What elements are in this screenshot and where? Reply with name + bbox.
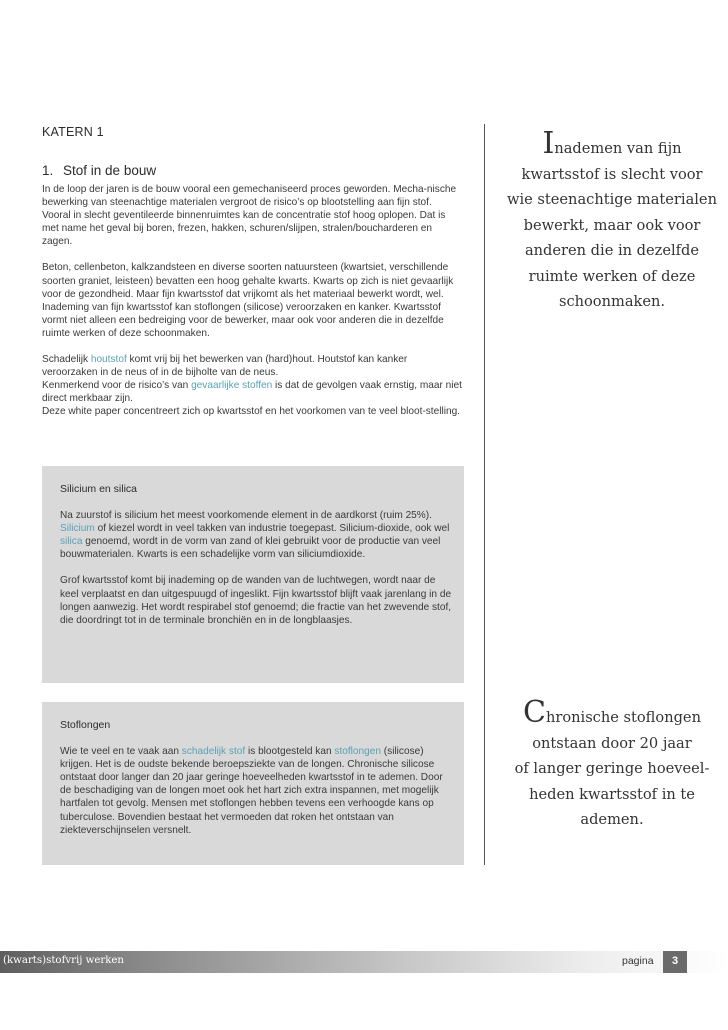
- gevaarlijke-stoffen-link[interactable]: gevaarlijke stoffen: [191, 380, 273, 392]
- pull-quote-2-line-4: heden kwartsstof in te: [529, 785, 695, 803]
- intro-text: [42, 183, 462, 432]
- page-number-box: [663, 951, 687, 973]
- stoflongen-box-title: Stoflongen: [60, 719, 111, 731]
- vertical-divider: [484, 124, 485, 865]
- pull-quote-2: [496, 695, 728, 833]
- intro-paragraph-2: Beton, cellenbeton, kalkzandsteen en diverse soorten natuursteen (kwartsiet, verschillende soorten graniet, leisteen) bevatten een hoog gehalte kwarts. Kwarts op zich is niet gevaarlijk voor de gezondheid. Maar fijn kwartsstof dat vrijkomt als het materiaal bewerkt wordt, wel. Inademing van fijn kwartsstof kan stoflongen (silicose) veroorzaken en kanker. Kwartsstof vormt niet alleen een bedreiging voor de bewerker, maar ook voor anderen die in dezelfde ruimte werken of deze schoonmaken.: [42, 262, 454, 339]
- page-number: 3: [671, 955, 679, 967]
- pull-quote-1-line-3: wie steenachtige materialen: [507, 191, 717, 208]
- silicium-paragraph-1: Na zuurstof is silicium het meest voorkomende element in de aardkorst (ruim 25%). Silicium of kiezel wordt in veel takken van industrie toegepast. Silicium-dioxide, ook wel silica genoemd, wordt in de vorm van zand of klei gebruikt voor de productie van veel bouwmaterialen. Kwarts is een schadelijke vorm van siliciumdioxide.: [60, 510, 450, 561]
- pull-quote-1-line-1: Inademen van fijn: [542, 126, 682, 161]
- pull-quote-2-line-3: of langer geringe hoeveel-: [514, 760, 710, 777]
- pull-quote-1-line-2: kwartsstof is slecht voor: [521, 165, 703, 183]
- katern-label: KATERN 1: [42, 125, 104, 139]
- silicium-paragraph-2: Grof kwartsstof komt bij inademing op de wanden van de luchtwegen, wordt naar de keel verplaatst en dan uitgespuugd of ingeslikt. Fijn kwartsstof blijft vaak jarenlang in de longen aanwezig. Het wordt respirabel stof genoemd; die fractie van het zwevende stof, die doordringt tot in de terminale bronchiën en in de longblaasjes.: [60, 575, 452, 626]
- silica-link[interactable]: silica: [60, 536, 83, 548]
- stoflongen-paragraph: Wie te veel en te vaak aan schadelijk stof is blootgesteld kan stoflongen (silicose) krijgen. Het is de oudste bekende beroepsziekte van de longen. Chronische silicose ontstaat door langer dan 20 jaar geringe hoeveelheden kwartsstof in te ademen. Door de beschadiging van de longen moet ook het hart zich extra inspannen, met mogelijk hartfalen tot gevolg. Mensen met stoflongen hebben tevens een verhoogde kans op tuberculose. Bovendien bestaat het vermoeden dat roken het ontstaan van ziekteverschijnselen versnelt.: [60, 746, 443, 836]
- silicium-box: [42, 466, 464, 683]
- pull-quote-1-line-4: bewerkt, maar ook voor: [523, 216, 701, 234]
- footer-page-label: pagina: [622, 955, 654, 967]
- pull-quote-1-line-5: anderen die in dezelfde: [524, 242, 700, 259]
- houtstof-link[interactable]: houtstof: [90, 354, 127, 366]
- intro-paragraph-3: Schadelijk houtstof komt vrij bij het bewerken van (hard)hout. Houtstof kan kanker veroorzaken in de neus of in de bijholte van de neus. Kenmerkend voor de risico’s van gevaarlijke stoffen is dat de gevolgen vaak ernstig, maar niet direct merkbaar zijn. Deze white paper concentreert zich op kwartsstof en het voorkomen van te veel bloot-stelling.: [42, 354, 462, 418]
- pull-quote-1-line-6: ruimte werken of deze: [528, 267, 696, 285]
- schadelijk-stof-link[interactable]: schadelijk stof: [181, 746, 246, 758]
- silicium-link[interactable]: Silicium: [60, 523, 95, 535]
- drop-cap: I: [542, 126, 555, 161]
- pull-quote-2-line-2: ontstaan door 20 jaar: [532, 734, 692, 752]
- drop-cap: C: [523, 695, 546, 730]
- section-title-text: Stof in de bouw: [63, 163, 157, 178]
- silicium-box-title: Silicium en silica: [60, 483, 138, 495]
- footer-publication-title: (kwarts)stofvrij werken: [3, 955, 124, 966]
- intro-paragraph-1: In de loop der jaren is de bouw vooral een gemechaniseerd proces geworden. Mecha-nische bewerking van steenachtige materialen vergroot de risico’s op blootstelling aan fijn stof. Vooral in slecht geventileerde binnenruimtes kan de concentratie stof hoog oplopen. Dat is met name het geval bij boren, frezen, hakken, schuren/slijpen, stralen/boucharderen en zagen.: [42, 184, 457, 248]
- pull-quote-1: [496, 126, 728, 315]
- pull-quote-1-line-7: schoonmaken.: [558, 293, 666, 310]
- section-title: [42, 163, 156, 178]
- section-number: 1.: [42, 163, 54, 178]
- stoflongen-box: [42, 702, 464, 865]
- stoflongen-link[interactable]: stoflongen: [334, 746, 381, 758]
- pull-quote-2-line-5: ademen.: [580, 811, 644, 828]
- pull-quote-2-line-1: Chronische stoflongen: [523, 695, 701, 730]
